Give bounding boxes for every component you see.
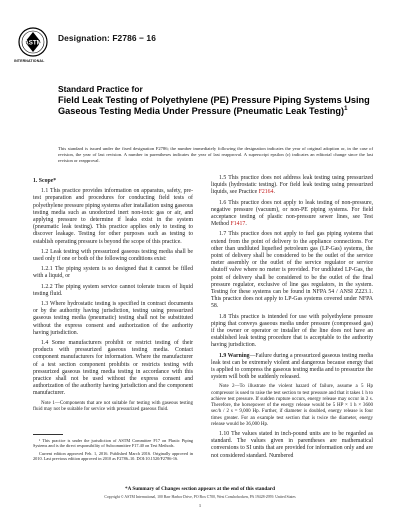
paragraph-1-3: 1.3 Where hydrostatic testing is specified in contract documents or by the authority having jurisdiction, testing using pressurized gaseous testing media (pneumatic) testing shall not be substituted without the express consent and authorization of the authority having jurisdiction. xyxy=(33,301,193,336)
note-2: Note 2—To illustrate the violent hazard of failure, assume a 5 Hp compressor is used to raise the test section to test pressure and that it takes 1 h to achieve test pressure. If sudden rupture occurs, energy release may occur in 2 s. Therefore, the horsepower of the energy release would be 5 HP × 1 h × 3600 sec/h / 2 s = 9,000 Hp. Further, if diameter is doubled, energy release is four times greater. For an example test section that is twice the diameter, energy release would be 36,000 Hp. xyxy=(211,384,373,427)
title-prefix: Standard Practice for xyxy=(58,84,143,94)
paragraph-1-4: 1.4 Some manufacturers prohibit or restrict testing of their products with pressurized gaseous testing media. Contact component manufacturers for information. Where the manufacturer of a test section component prohibits or restricts testing with pressurized gaseous testing media testing in accordance with this practice shall not be used without the express consent and authorization of the authority having jurisdiction and the component manufacturer. xyxy=(33,340,193,397)
issuance-notice: This standard is issued under the fixed designation F2786; the number immediately following the designation indicates the year of original adoption or, in the case of revision, the year of last revision. A number in parentheses indicates the year of last reapproval. A superscript epsilon (ε) indicates an editorial change since the last revision or reapproval. xyxy=(58,146,373,163)
paragraph-1-6: 1.6 This practice does not apply to leak testing of non-pressure, negative pressure (vacuum), or non-PE piping systems. For field acceptance testing of plastic non-pressure sewer lines, see Test Method F1417. xyxy=(211,199,373,228)
paragraph-1-2: 1.2 Leak testing with pressurized gaseous testing media shall be used only if one or both of the following conditions exist: xyxy=(33,248,193,263)
title-main-text: Field Leak Testing of Polyethylene (PE) Pressure Piping Systems Using Gaseous Testing Media Under Pressure (Pneumatic Leak Testing) xyxy=(58,95,370,116)
logo-subtitle: INTERNATIONAL xyxy=(14,59,45,63)
page-number: 1 xyxy=(198,503,202,508)
title-footnote-ref: 1 xyxy=(344,105,348,112)
warning-label: 1.9 Warning xyxy=(219,352,250,359)
section-heading-scope: 1. Scope* xyxy=(33,178,57,184)
footnote-divider xyxy=(33,434,63,435)
footnote-1: ¹ This practice is under the jurisdiction of ASTM Committee F17 on Plastic Piping Systems and is the direct responsibility of Subcommittee F17.40 on Test Methods. xyxy=(33,438,193,449)
copyright-line: Copyright © ASTM International, 100 Barr Harbor Drive, PO Box C700, West Conshohocken, PA 19428-2959. United States xyxy=(104,495,296,499)
paragraph-1-2-2: 1.2.2 The piping system service cannot tolerate traces of liquid testing fluid. xyxy=(33,283,193,297)
paragraph-1-9-text: —Failure during a pressurized gaseous testing media leak test can be extremely violent and dangerous because energy that is applied to compress the gaseous testing media and to pressurize the system will both be suddenly released. xyxy=(211,352,373,381)
paragraph-1-7: 1.7 This practice does not apply to fuel gas piping systems that extend from the point of delivery to the appliance connections. For other than undiluted liquefied petroleum gas (LP-Gas) systems, the point of delivery shall be considered to be the outlet of the service meter assembly or the outlet of the service regulator or service shutoff valve where no meter is provided. For undiluted LP-Gas, the point of delivery shall be considered to be the outlet of the final pressure regulator, exclusive of line gas regulators, in the system. Testing for these systems can be found in NFPA 54 / ANSI Z223.1. This practice does not apply to LP-Gas systems covered under NFPA 58. xyxy=(211,231,373,310)
astm-logo-icon xyxy=(18,27,48,57)
document-title xyxy=(58,84,378,117)
left-column xyxy=(33,178,193,416)
paragraph-1-8: 1.8 This practice is intended for use with polyethylene pressure piping that conveys gaseous media under pressure (compressed gas) if the owner or operator or installer of the line does not have an established leak testing procedure that is acceptable to the authority having jurisdiction. xyxy=(211,313,373,349)
title-main xyxy=(58,95,378,117)
paragraph-1-9 xyxy=(211,353,373,382)
note-1: Note 1—Components that are not suitable for testing with gaseous testing fluid may not be suitable for service with pressurized gaseous fluid. xyxy=(33,400,193,412)
test-method-f1417-link[interactable]: F1417 xyxy=(230,221,246,228)
footnotes xyxy=(33,438,193,464)
paragraph-1-2-1: 1.2.1 The piping system is so designed that it cannot be filled with a liquid, or xyxy=(33,266,193,280)
paragraph-1-5: 1.5 This practice does not address leak testing using pressurized liquids (hydrostatic testing). For field leak testing using pressurized liquids, see Practice F2164. xyxy=(211,175,373,196)
paragraph-1-10: 1.10 The values stated in inch-pound units are to be regarded as standard. The values given in parentheses are mathematical conversions to SI units that are provided for information only and are not considered standard. Numbered xyxy=(211,430,373,459)
paragraph-1-5-text: 1.5 This practice does not address leak testing using pressurized liquids (hydrostatic testing). For field leak testing using pressurized liquids, see Practice xyxy=(211,175,373,196)
paragraph-1-6-text: 1.6 This practice does not apply to leak testing of non-pressure, negative pressure (vacuum), or non-PE piping systems. For field acceptance testing of plastic non-pressure sewer lines, see Test Method xyxy=(211,199,373,228)
practice-f2164-link[interactable]: F2164 xyxy=(258,189,274,196)
designation: Designation: F2786 − 16 xyxy=(58,33,156,43)
right-column xyxy=(211,175,373,463)
footnote-2: Current edition approved Feb. 1, 2016. Published March 2016. Originally approved in 2010. Last previous edition approved in 2010 as F2786–10. DOI:10.1520/F2786-16. xyxy=(33,450,193,462)
logo-text: ASTM xyxy=(24,39,42,47)
paragraph-1-1: 1.1 This practice provides information on apparatus, safety, pre-test preparation and procedures for conducting field tests of polyethylene pressure piping systems after installation using gaseous testing media such as unodorized inert non-toxic gas or air, and applying pressure to determine if leaks exist in the system (pneumatic leak testing). This practice applies only to testing to discover leakage. Testing for other purposes such as testing to establish operating pressure is beyond the scope of this practice. xyxy=(33,188,193,245)
summary-of-changes-note: *A Summary of Changes section appears at the end of this standard xyxy=(124,486,275,492)
